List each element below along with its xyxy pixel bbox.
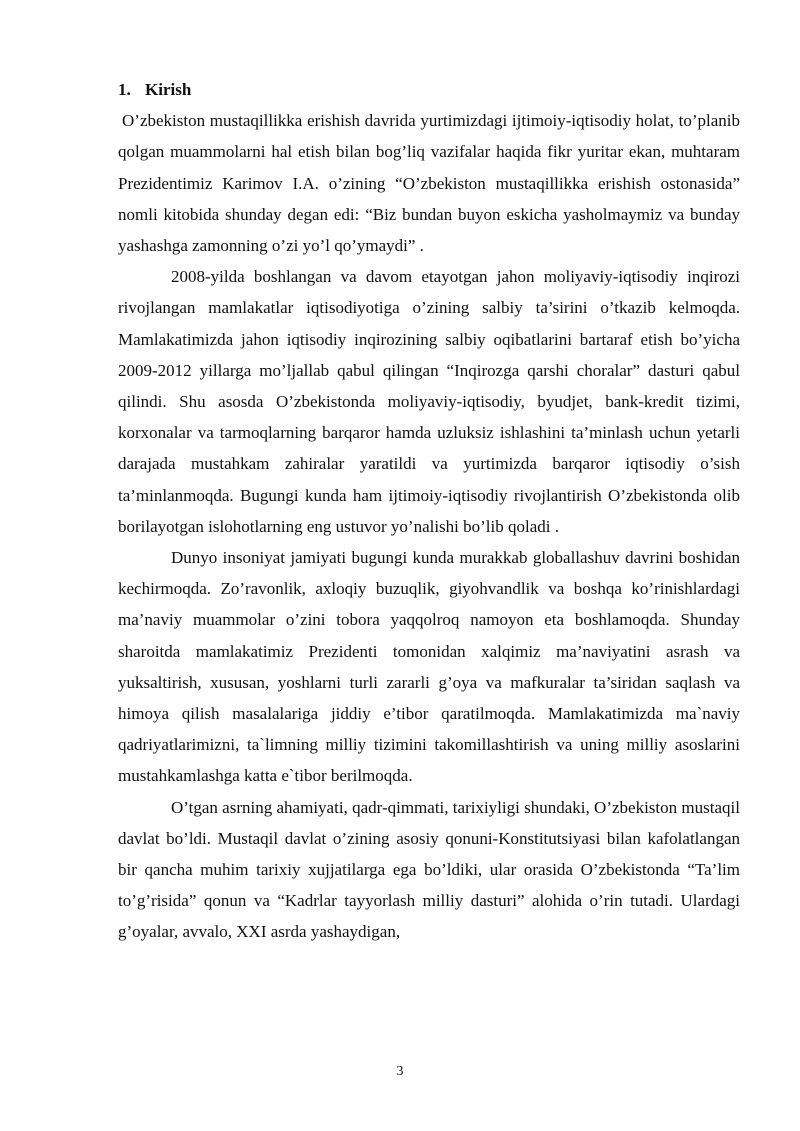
paragraph-2: 2008-yilda boshlangan va davom etayotgan jahon moliyaviy-iqtisodiy inqirozi rivojlangan mamlakatlar iqtisodiyotiga o’zining salbiy ta’sirini o’tkazib kelmoqda. Mamlakatimizda jahon iqtisodiy inqirozining salbiy oqibatlarini bartaraf etish bo’yicha 2009-2012 yillarga mo’ljallab qabul qilingan “Inqirozga qarshi choralar” dasturi qabul qilindi. Shu asosda O’zbekistonda moliyaviy-iqtisodiy, byudjet, bank-kredit tizimi, korxonalar va tarmoqlarning barqaror hamda uzluksiz ishlashini ta’minlash uchun yetarli darajada mustahkam zahiralar yaratildi va yurtimizda barqaror iqtisodiy o’sish ta’minlanmoqda. Bugungi kunda ham ijtimoiy-iqtisodiy rivojlantirish O’zbekistonda olib borilayotgan islohotlarning eng ustuvor yo’nalishi bo’lib qoladi . <box>118 267 740 536</box>
section-title: Kirish <box>145 80 192 99</box>
section-number: 1. <box>118 80 131 99</box>
paragraph-1: O’zbekiston mustaqillikka erishish davrida yurtimizdagi ijtimoiy-iqtisodiy holat, to’planib qolgan muammolarni hal etish bilan bog’liq vazifalar haqida fikr yuritar ekan, muhtaram Prezidentimiz Karimov I.A. o’zining “O’zbekiston mustaqillikka erishish ostonasida” nomli kitobida shunday degan edi: “Biz bundan buyon eskicha yasholmaymiz va bunday yashashga zamonning o’zi yo’l qo’ymaydi” . <box>118 111 740 256</box>
paragraph-4: O’tgan asrning ahamiyati, qadr-qimmati, tarixiyligi shundaki, O’zbekiston mustaqil davlat bo’ldi. Mustaqil davlat o’zining asosiy qonuni-Konstitutsiyasi bilan kafolatlangan bir qancha muhim tarixiy xujjatilarga ega bo’ldiki, ular orasida O’zbekistonda “Ta’lim to’g’risida” qonun va “Kadrlar tayyorlash milliy dasturi” alohida o’rin tutadi. Ulardagi g’oyalar, avvalo, XXI asrda yashaydigan, <box>118 797 740 942</box>
page-number: 3 <box>396 1064 404 1079</box>
document-body <box>118 74 740 948</box>
section-heading <box>118 74 740 105</box>
paragraph-3: Dunyo insoniyat jamiyati bugungi kunda murakkab globallashuv davrini boshidan kechirmoqda. Zo’ravonlik, axloqiy buzuqlik, giyohvandlik va boshqa ko’rinishlardagi ma’naviy muammolar o’zini tobora yaqqolroq namoyon eta boshlamoqda. Shunday sharoitda mamlakatimiz Prezidenti tomonidan xalqimiz ma’naviyatini asrash va yuksaltirish, xususan, yoshlarni turli zararli g’oya va mafkuralar ta’siridan saqlash va himoya qilish masalalariga jiddiy e’tibor qaratilmoqda. Mamlakatimizda ma`naviy qadriyatlarimizni, ta`limning milliy tizimini takomillashtirish va uning milliy asoslarini mustahkamlashga katta e`tibor berilmoqda. <box>118 548 740 786</box>
